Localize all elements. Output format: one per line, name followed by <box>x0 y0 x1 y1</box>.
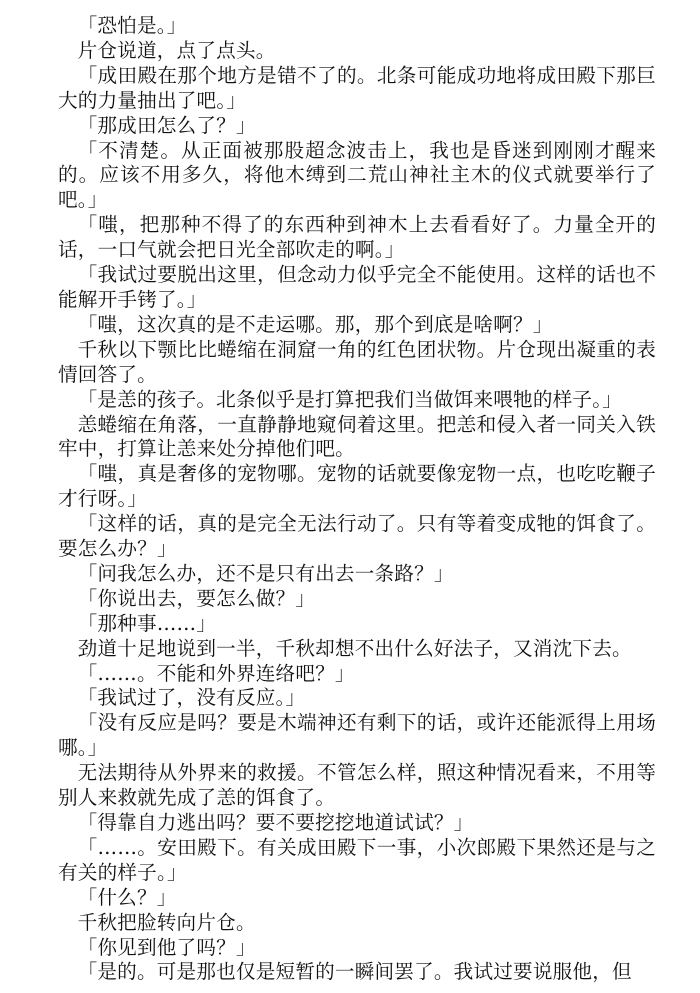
paragraph: 恙蜷缩在角落，一直静静地窥伺着这里。把恙和侵入者一同关入铁牢中，打算让恙来处分掉他们吧。 <box>58 412 656 461</box>
paragraph: 「我试过要脱出这里，但念动力似乎完全不能使用。这样的话也不能解开手铐了。」 <box>58 263 656 311</box>
paragraph: 「嗤，真是奢侈的宠物哪。宠物的话就要像宠物一点，也吃吃鞭子才行呀。」 <box>58 462 656 511</box>
paragraph: 「你见到他了吗？」 <box>77 935 256 959</box>
paragraph: 「不清楚。从正面被那股超念波击上，我也是昏迷到刚刚才醒来的。应该不用多久，将他木缚到二荒山神社主木的仪式就要举行了吧。」 <box>58 138 656 212</box>
paragraph: 「……。不能和外界连络吧？」 <box>77 661 355 685</box>
paragraph: 劲道十足地说到一半，千秋却想不出什么好法子，又消沈下去。 <box>77 636 632 660</box>
paragraph: 「恐怕是。」 <box>77 14 187 37</box>
paragraph: 「问我怎么办，还不是只有出去一条路？」 <box>77 561 454 585</box>
paragraph: 「嗤，把那种不得了的东西种到神木上去看看好了。力量全开的话，一口气就会把日光全部吹走的啊。」 <box>58 213 656 262</box>
paragraph: 「……。安田殿下。有关成田殿下一事，小次郎殿下果然还是与之有关的样子。」 <box>58 835 656 884</box>
paragraph: 「我试过了，没有反应。」 <box>77 686 306 710</box>
paragraph: 片仓说道，点了点头。 <box>77 38 276 62</box>
paragraph: 「成田殿在那个地方是错不了的。北条可能成功地将成田殿下那巨大的力量抽出了吧。」 <box>58 63 656 112</box>
paragraph: 千秋以下颚比比蜷缩在洞窟一角的红色团状物。片仓现出凝重的表情回答了。 <box>58 337 656 386</box>
paragraph: 「没有反应是吗？要是木端神还有剩下的话，或许还能派得上用场哪。」 <box>58 711 656 760</box>
paragraph: 「那种事……」 <box>77 611 217 635</box>
paragraph: 「那成田怎么了？」 <box>77 113 256 137</box>
paragraph: 「是恙的孩子。北条似乎是打算把我们当做饵来喂牠的样子。」 <box>77 387 623 411</box>
paragraph: 「你说出去，要怎么做？」 <box>77 586 316 610</box>
paragraph: 「嗤，这次真的是不走运哪。那，那个到底是啥啊？」 <box>77 312 553 336</box>
paragraph: 「得靠自力逃出吗？要不要挖挖地道试试？」 <box>77 811 474 834</box>
paragraph: 无法期待从外界来的救援。不管怎么样，照这种情况看来，不用等别人来救就先成了恙的饵食了。 <box>58 761 656 810</box>
paragraph: 「这样的话，真的是完全无法行动了。只有等着变成牠的饵食了。要怎么办？」 <box>58 512 656 561</box>
paragraph: 千秋把脸转向片仓。 <box>77 910 256 934</box>
paragraph: 「是的。可是那也仅是短暂的一瞬间罢了。我试过要说服他，但 <box>77 960 632 984</box>
paragraph: 「什么？」 <box>77 885 177 909</box>
